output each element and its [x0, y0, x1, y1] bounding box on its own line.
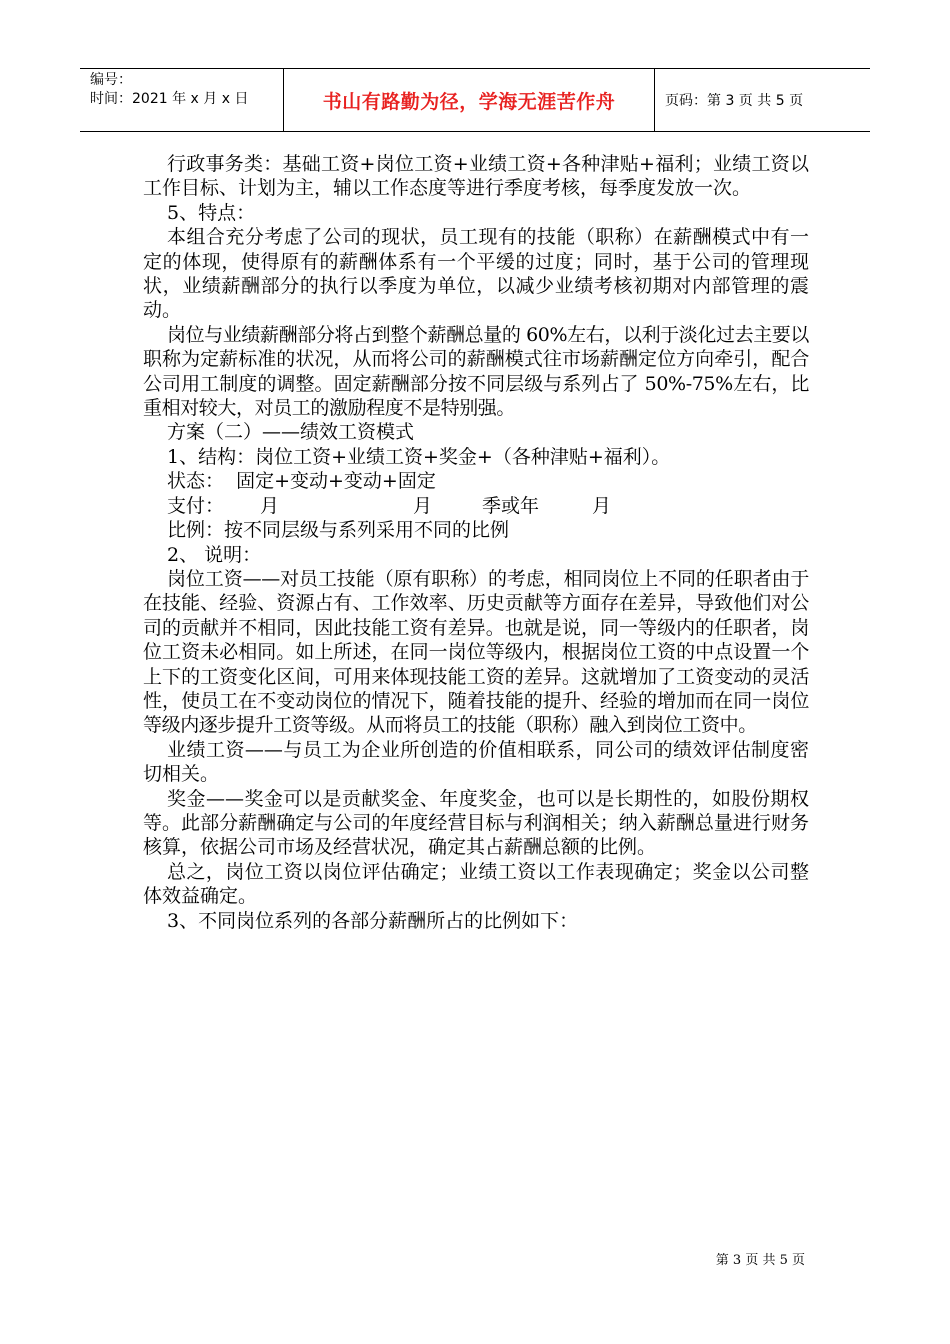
payment-row — [143, 494, 809, 518]
paragraph-proportion: 比例：按不同层级与系列采用不同的比例 — [167, 519, 510, 542]
header-motto: 书山有路勤为径，学海无涯苦作舟 — [322, 90, 616, 113]
document-time-label: 时间：2021 年 x 月 x 日 — [90, 91, 249, 107]
header-meta — [80, 69, 283, 131]
heading-features: 5、特点： — [167, 201, 256, 224]
paragraph-admin-affairs: 行政事务类：基础工资+岗位工资+业绩工资+各种津贴+福利；业绩工资以工作目标、计划为主，辅以工作态度等进行季度考核，每季度发放一次。 — [143, 153, 809, 200]
document-number-label: 编号： — [90, 72, 132, 88]
paragraph-ratio: 岗位与业绩薪酬部分将占到整个薪酬总量的 60%左右，以利于淡化过去主要以职称为定薪标准的状况，从而将公司的薪酬模式往市场薪酬定位方向牵引，配合公司用工制度的调整。固定薪酬部分按不同层级与系列占了 50%-75%左右，比重相对较大，对员工的激励程度不是特别强。 — [143, 323, 809, 420]
page-footer: 第 3 页 共 5 页 — [715, 1253, 805, 1268]
paragraph-position-wage: 岗位工资——对员工技能（原有职称）的考虑，相同岗位上不同的任职者由于在技能、经验、资源占有、工作效率、历史贡献等方面存在差异，导致他们对公司的贡献并不相同，因此技能工资有差异。也就是说，同一等级内的任职者，岗位工资未必相同。如上所述，在同一岗位等级内，根据岗位工资的中点设置一个上下的工资变化区间，可用来体现技能工资的差异。这就增加了工资变动的灵活性，使员工在不变动岗位的情况下，随着技能的提升、经验的增加而在同一岗位等级内逐步提升工资等级。从而将员工的技能（职称）融入到岗位工资中。 — [143, 567, 809, 737]
page-header — [80, 68, 870, 132]
document-body — [143, 152, 809, 933]
payment-label: 支付： — [167, 494, 225, 517]
heading-explanation: 2、 说明： — [167, 543, 262, 566]
payment-monthly-1: 月 — [260, 494, 280, 517]
header-page-code: 页码：第 3 页 共 5 页 — [665, 93, 804, 109]
payment-quarterly: 季或年 — [482, 494, 540, 517]
paragraph-performance-wage: 业绩工资——与员工为企业所创造的价值相联系，同公司的绩效评估制度密切相关。 — [143, 738, 809, 786]
paragraph-state: 状态： 固定+变动+变动+固定 — [167, 470, 436, 493]
header-motto-cell — [283, 69, 655, 131]
payment-monthly-2: 月 — [413, 494, 433, 517]
paragraph-summary: 总之，岗位工资以岗位评估确定；业绩工资以工作表现确定；奖金以公司整体效益确定。 — [143, 860, 809, 908]
paragraph-bonus: 奖金——奖金可以是贡献奖金、年度奖金，也可以是长期性的，如股份期权等。此部分薪酬确定与公司的年度经营目标与利润相关；纳入薪酬总量进行财务核算，依据公司市场及经营状况，确定其占薪酬总额的比例。 — [143, 787, 809, 859]
paragraph-ratio-intro: 3、不同岗位系列的各部分薪酬所占的比例如下： — [167, 909, 579, 932]
payment-monthly-3: 月 — [592, 494, 612, 517]
paragraph-structure: 1、结构：岗位工资+业绩工资+奖金+（各种津贴+福利）。 — [167, 445, 671, 468]
heading-plan-two: 方案（二）——绩效工资模式 — [167, 421, 415, 444]
paragraph-features: 本组合充分考虑了公司的现状，员工现有的技能（职称）在薪酬模式中有一定的体现，使得原有的薪酬体系有一个平缓的过度；同时，基于公司的管理现状，业绩薪酬部分的执行以季度为单位，以减少业绩考核初期对内部管理的震动。 — [143, 226, 809, 322]
